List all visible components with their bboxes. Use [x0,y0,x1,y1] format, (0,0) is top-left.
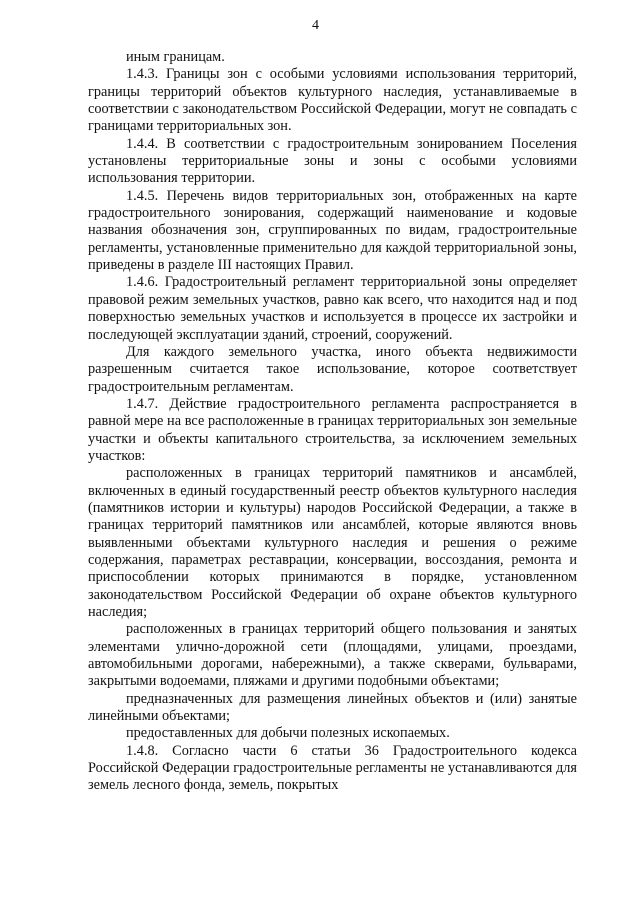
paragraph-1-4-4: 1.4.4. В соответствии с градостроительным зонированием Поселения установлены территориальные зоны и зоны с особыми условиями использования территории. [88,135,577,187]
paragraph-1-4-5: 1.4.5. Перечень видов территориальных зон, отображенных на карте градостроительного зонирования, содержащий наименование и кодовые названия обозначения зон, сгруппированных по видам, градостроительные регламенты, установленные применительно для каждой территориальной зоны, приведены в разделе III настоящих Правил. [88,187,577,274]
paragraph-continuation: иным границам. [126,49,225,65]
paragraph-1-4-7: 1.4.7. Действие градостроительного регламента распространяется в равной мере на все расположенные в границах территориальных зон земельные участки и объекты капитального строительства, за исключением земельных участков: [88,395,577,464]
document-body [88,49,577,795]
paragraph-permitted-use: Для каждого земельного участка, иного объекта недвижимости разрешенным считается такое использование, которое соответствует градостроительным регламентам. [88,343,577,395]
paragraph-1-4-8: 1.4.8. Согласно части 6 статьи 36 Градостроительного кодекса Российской Федерации градостроительные регламенты не устанавливаются для земель лесного фонда, земель, покрытых [88,742,577,794]
list-item-linear-objects: предназначенных для размещения линейных объектов и (или) занятые линейными объектами; [88,690,577,725]
list-item-mineral-extraction: предоставленных для добычи полезных ископаемых. [126,725,450,742]
list-item-cultural-heritage: расположенных в границах территорий памятников и ансамблей, включенных в единый государственный реестр объектов культурного наследия (памятников истории и культуры) народов Российской Федерации, а также в границах территорий памятников или ансамблей, которые являются вновь выявленными объектами культурного наследия и решения о режиме содержания, параметрах реставрации, консервации, воссоздания, ремонта и приспособлении которых принимаются в порядке, установленном законодательством Российской Федерации об охране объектов культурного наследия; [88,465,577,620]
paragraph-1-4-3: 1.4.3. Границы зон с особыми условиями использования территорий, границы территорий объектов культурного наследия, устанавливаемые в соответствии с законодательством Российской Федерации, могут не совпадать с границами территориальных зон. [88,66,577,135]
list-item-public-territories: расположенных в границах территорий общего пользования и занятых элементами улично-дорожной сети (площадями, улицами, проездами, автомобильными дорогами, набережными), а также скверами, бульварами, закрытыми водоемами, пляжами и другими подобными объектами; [88,621,577,690]
paragraph-1-4-6: 1.4.6. Градостроительный регламент территориальной зоны определяет правовой режим земельных участков, равно как всего, что находится над и под поверхностью земельных участков и используется в процессе их застройки и последующей эксплуатации зданий, строений, сооружений. [88,274,577,343]
page-number: 4 [312,18,319,33]
